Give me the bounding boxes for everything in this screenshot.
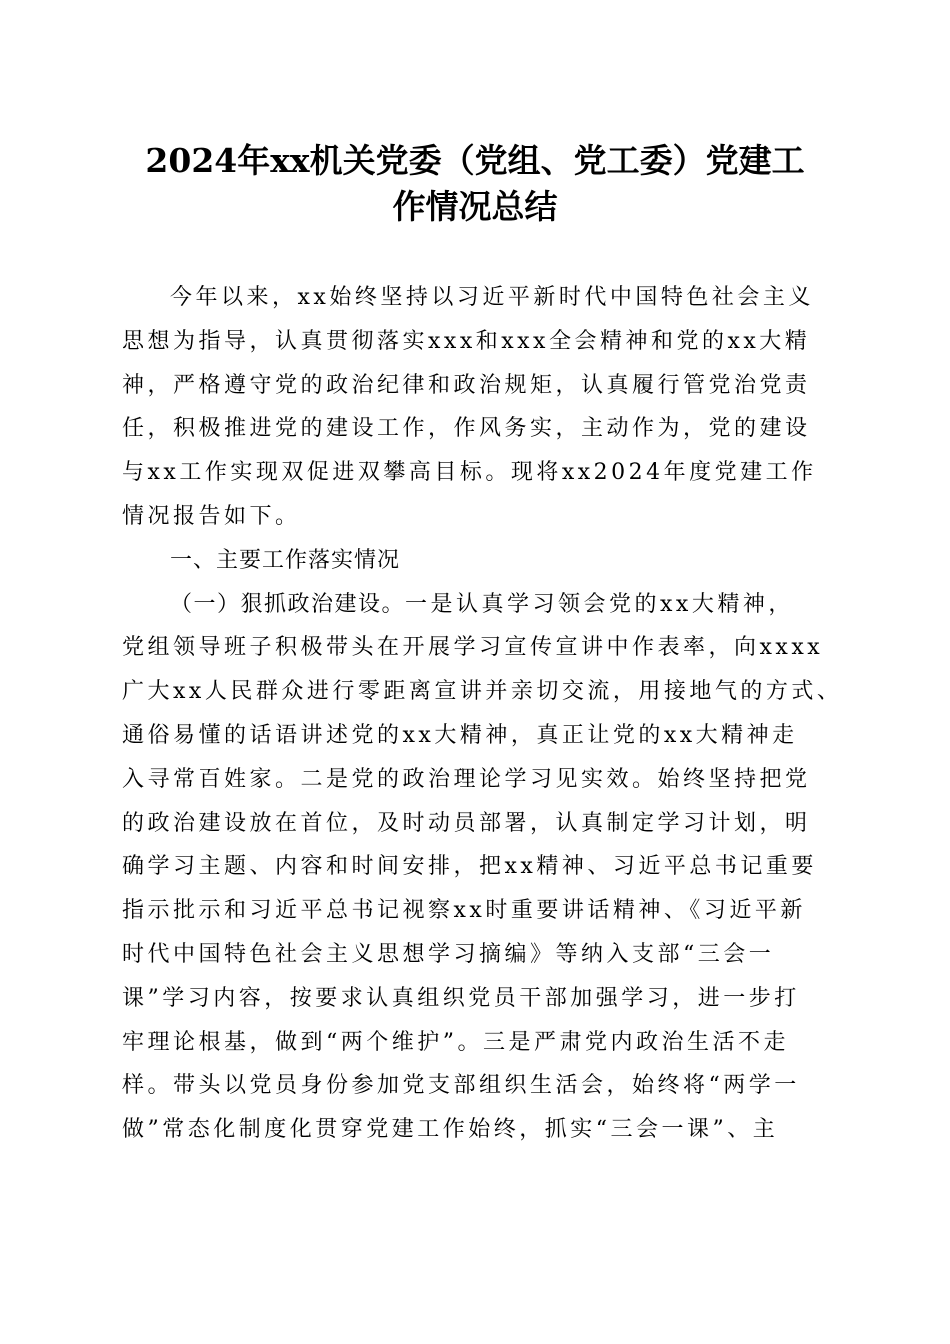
subsection-first-line xyxy=(122,583,830,627)
paragraph-line: 课”学习内容，按要求认真组织党员干部加强学习，进一步打 xyxy=(122,985,800,1011)
subsection-first-text: 一是认真学习领会党的xx大精神， xyxy=(405,591,794,617)
title-line-2: 作情况总结 xyxy=(392,187,558,226)
intro-line: 情况报告如下。 xyxy=(122,503,301,529)
paragraph-line: 做”常态化制度化贯穿党建工作始终，抓实“三会一课”、主 xyxy=(122,1117,779,1143)
document-body xyxy=(122,276,843,1152)
paragraph-line: 入寻常百姓家。二是党的政治理论学习见实效。始终坚持把党 xyxy=(122,766,811,792)
intro-line: 神，严格遵守党的政治纪律和政治规矩，认真履行管党治党责 xyxy=(122,372,811,398)
title-line-1: 2024年xx机关党委（党组、党工委）党建工 xyxy=(145,141,805,180)
paragraph-line: 通俗易懂的话语讲述党的xx大精神，真正让党的xx大精神走 xyxy=(122,722,798,748)
paragraph-line: 时代中国特色社会主义思想学习摘编》等纳入支部“三会一 xyxy=(122,941,775,967)
paragraph-line: 确学习主题、内容和时间安排，把xx精神、习近平总书记重要 xyxy=(122,854,817,880)
intro-line: 思想为指导，认真贯彻落实xxx和xxx全会精神和党的xx大精 xyxy=(122,328,811,354)
intro-line: 任，积极推进党的建设工作，作风务实，主动作为，党的建设 xyxy=(122,416,811,442)
paragraph-line: 指示批示和习近平总书记视察xx时重要讲话精神、《习近平新 xyxy=(122,898,806,924)
subsection-lead: （一）狠抓政治建设。 xyxy=(170,591,406,617)
paragraph-line: 广大xx人民群众进行零距离宣讲并亲切交流，用接地气的方式、 xyxy=(122,679,843,705)
section-heading: 一、主要工作落实情况 xyxy=(170,547,401,573)
intro-line: 今年以来，xx始终坚持以习近平新时代中国特色社会主义 xyxy=(170,285,814,310)
document-title xyxy=(110,138,840,230)
paragraph-line: 牢理论根基，做到“两个维护”。三是严肃党内政治生活不走 xyxy=(122,1029,789,1055)
paragraph-line: 样。带头以党员身份参加党支部组织生活会，始终将“两学一 xyxy=(122,1073,800,1099)
intro-line: 与xx工作实现双促进双攀高目标。现将xx2024年度党建工作 xyxy=(122,460,817,486)
paragraph-line: 的政治建设放在首位，及时动员部署，认真制定学习计划，明 xyxy=(122,810,811,836)
paragraph-line: 党组领导班子积极带头在开展学习宣传宣讲中作表率，向xxxx xyxy=(122,635,824,661)
